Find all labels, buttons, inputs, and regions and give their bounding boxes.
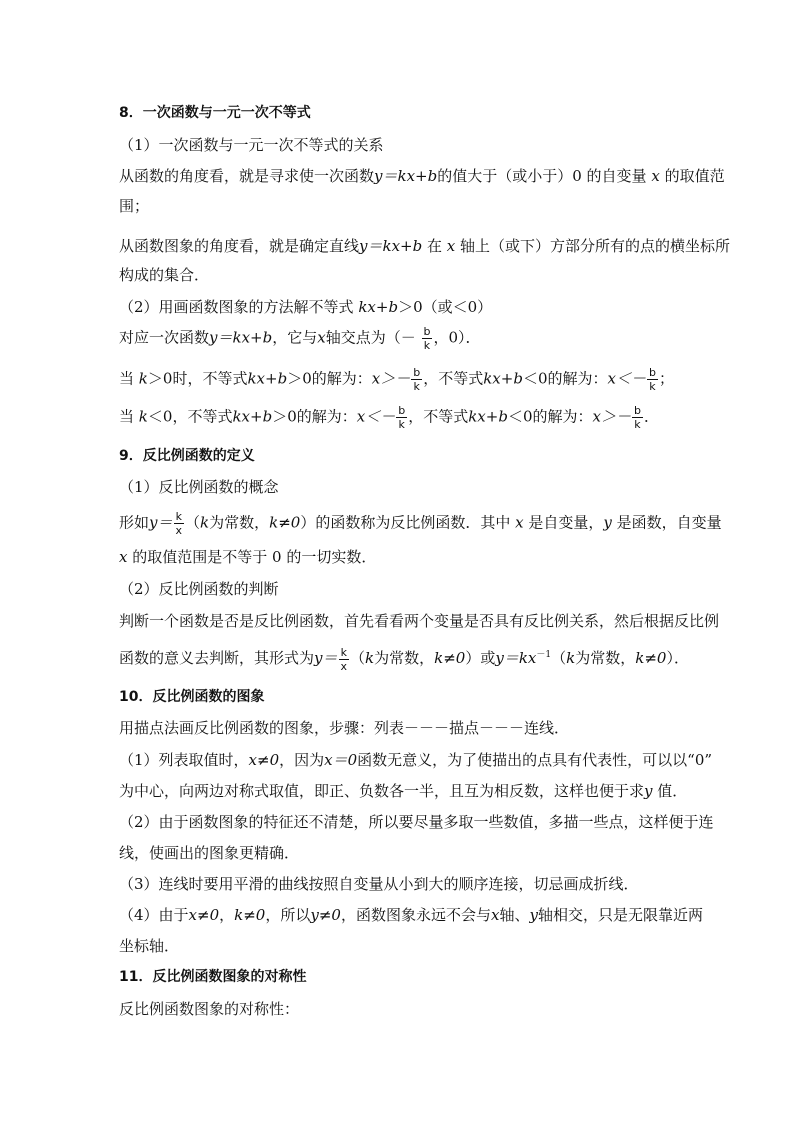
sec9-sub1: （1）反比例函数的概念 (119, 478, 279, 496)
sec9-sub2: （2）反比例函数的判断 (119, 580, 279, 598)
sec8-sub1: （1）一次函数与一元一次不等式的关系 (119, 136, 384, 154)
sec10-para6: （3）连线时要用平滑的曲线按照自变量从小到大的顺序连接，切忌画成折线． (119, 875, 639, 893)
sec10-para7: （4）由于x≠0，k≠0，所以y≠0，函数图象永远不会与x轴、y轴相交，只是无限靠近两 (119, 906, 703, 924)
sec10-para8: 坐标轴． (119, 937, 180, 955)
fraction-k-over-x: $\frac{k}{x}$ (175, 510, 183, 537)
fraction-b-over-k: $\frac{b}{k}$ (398, 404, 406, 431)
sec8-para4: 当 k＞0时，不等式kx+b＞0的解为：x＞－ $\frac{b}{k}$ ，不等式kx+b＜0的解为：x＜－ $\frac{b}{k}$ ； (119, 366, 674, 393)
sec10-para2: （1）列表取值时，x≠0，因为x＝0函数无意义，为了使描出的点具有代表性，可以以“0” (119, 751, 713, 769)
sec8-sub2: （2）用画函数图象的方法解不等式 kx+b＞0（或＜0） (119, 298, 493, 316)
sec8-para5: 当 k＜0，不等式kx+b＞0的解为：x＜－ $\frac{b}{k}$ ，不等式kx+b＜0的解为：x＞－ $\frac{b}{k}$ ． (119, 404, 659, 431)
sec9-para2: x 的取值范围是不等于 0 的一切实数． (119, 548, 377, 566)
sec8-para1-cont: 围； (119, 197, 150, 215)
fraction-b-over-k: $\frac{b}{k}$ (633, 404, 641, 431)
sec8-para2-cont: 构成的集合． (119, 266, 210, 284)
section-11-title: 11．反比例函数图象的对称性 (119, 969, 307, 985)
section-9-title: 9．反比例函数的定义 (119, 448, 255, 464)
fraction-b-over-k: $\frac{b}{k}$ (413, 366, 421, 393)
sec10-para3: 为中心，向两边对称式取值，即正、负数各一半，且互为相反数，这样也便于求y 值． (119, 782, 688, 800)
sec9-para1: 形如y＝ $\frac{k}{x}$ （k为常数，k≠0）的函数称为反比例函数．其中 x 是自变量，y 是函数，自变量 (119, 510, 722, 537)
section-10-title: 10．反比例函数的图象 (119, 689, 265, 705)
sec10-para4: （2）由于函数图象的特征还不清楚，所以要尽量多取一些数值，多描一些点，这样便于连 (119, 813, 714, 831)
fraction-b-over-k: $\frac{b}{k}$ (648, 366, 656, 393)
sec9-para3: 判断一个函数是否是反比例函数，首先看看两个变量是否具有反比例关系，然后根据反比例 (119, 612, 720, 630)
fraction-b-over-k: $\frac{b}{k}$ (423, 325, 431, 352)
sec8-para1: 从函数的角度看，就是寻求使一次函数y＝kx+b的值大于（或小于）0 的自变量 x 的取值范 (119, 167, 725, 185)
sec10-para5: 线，使画出的图象更精确． (119, 844, 300, 862)
sec10-para1: 用描点法画反比例函数的图象，步骤：列表－－－描点－－－连线． (119, 719, 570, 737)
section-8-title: 8．一次函数与一元一次不等式 (119, 105, 311, 121)
fraction-k-over-x: $\frac{k}{x}$ (340, 645, 348, 673)
sec8-para3: 对应一次函数y＝kx+b，它与x轴交点为（－ $\frac{b}{k}$ ，0）． (119, 325, 481, 352)
sec11-para1: 反比例函数图象的对称性： (119, 1000, 300, 1018)
sec8-para2: 从函数图象的角度看，就是确定直线y＝kx+b 在 x 轴上（或下）方部分所有的点的横坐标所 (119, 237, 731, 255)
sec9-para4: 函数的意义去判断，其形式为y＝ $\frac{k}{x}$ （k为常数，k≠0）或$y=kx^{-1}(k$为常数，k≠0）． (119, 645, 689, 673)
